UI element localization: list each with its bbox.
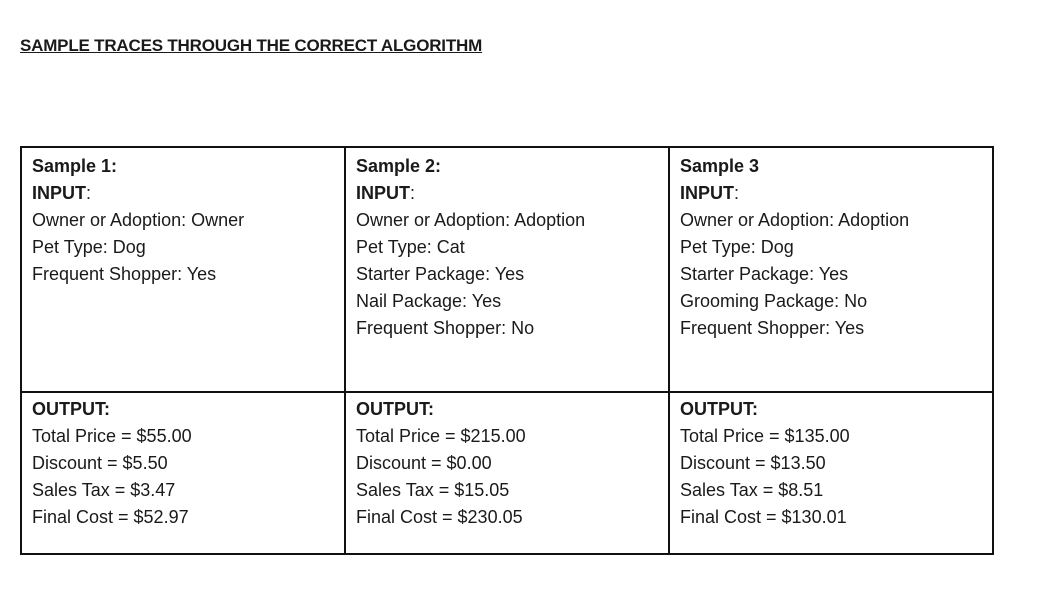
input-line: Owner or Adoption: Owner [32, 210, 245, 230]
output-line: Total Price = $55.00 [32, 426, 192, 446]
input-line: Pet Type: Dog [32, 237, 146, 257]
output-row [21, 392, 993, 554]
input-line: Owner or Adoption: Adoption [356, 210, 586, 230]
output-line: Discount = $0.00 [356, 453, 492, 473]
page-title: SAMPLE TRACES THROUGH THE CORRECT ALGORITHM [20, 36, 483, 55]
sample-3-input-cell [669, 147, 993, 392]
output-line: Sales Tax = $8.51 [680, 480, 824, 500]
input-line: Starter Package: Yes [680, 264, 849, 284]
output-line: Discount = $5.50 [32, 453, 168, 473]
input-line: Grooming Package: No [680, 291, 868, 311]
output-line: Final Cost = $130.01 [680, 507, 847, 527]
input-line: Frequent Shopper: Yes [680, 318, 865, 338]
output-label: OUTPUT: [680, 399, 758, 419]
output-line: Final Cost = $230.05 [356, 507, 523, 527]
sample-title: Sample 3 [680, 156, 760, 176]
sample-2-input-cell [345, 147, 669, 392]
output-line: Total Price = $215.00 [356, 426, 526, 446]
output-line: Discount = $13.50 [680, 453, 826, 473]
output-line: Sales Tax = $3.47 [32, 480, 176, 500]
input-line: Nail Package: Yes [356, 291, 502, 311]
sample-2-output-cell [345, 392, 669, 554]
input-label: INPUT: [356, 183, 416, 203]
sample-title: Sample 1: [32, 156, 118, 176]
output-line: Sales Tax = $15.05 [356, 480, 510, 500]
output-line: Total Price = $135.00 [680, 426, 850, 446]
input-label: INPUT: [680, 183, 740, 203]
sample-1-output-cell [21, 392, 345, 554]
input-label: INPUT: [32, 183, 92, 203]
input-line: Pet Type: Cat [356, 237, 465, 257]
input-line: Pet Type: Dog [680, 237, 794, 257]
output-label: OUTPUT: [32, 399, 110, 419]
sample-3-output-cell [669, 392, 993, 554]
input-line: Frequent Shopper: Yes [32, 264, 217, 284]
sample-traces-table [20, 146, 994, 555]
output-line: Final Cost = $52.97 [32, 507, 189, 527]
input-line: Owner or Adoption: Adoption [680, 210, 910, 230]
sample-1-input-cell [21, 147, 345, 392]
output-label: OUTPUT: [356, 399, 434, 419]
input-line: Frequent Shopper: No [356, 318, 535, 338]
sample-title: Sample 2: [356, 156, 442, 176]
input-row [21, 147, 993, 392]
input-line: Starter Package: Yes [356, 264, 525, 284]
